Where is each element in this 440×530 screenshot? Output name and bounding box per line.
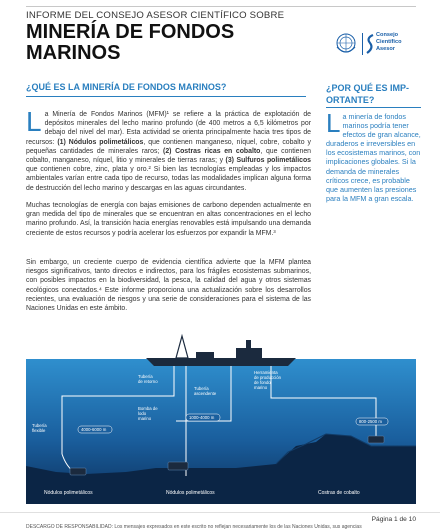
logo-line-3: Asesor [376, 46, 395, 52]
mining-ship [146, 336, 296, 366]
label-tool-1: Herramienta [254, 370, 278, 375]
sidebar-body: a minería de fondos marinos podría tener efectos de gran alcance, duraderos e irreversibles en los ecosistemas marinos, con implicaciones globales. Si la demanda de minerales críticos crece, es probable que aumenten las presiones para la MFM a gran escala. [326, 112, 421, 203]
sidebar-drop-cap: L [326, 108, 341, 138]
disclaimer: DESCARGO DE RESPONSABILIDAD: Los mensajes expresados en este escrito no reflejan necesariamente los de las Naciones Unidas, sus agencias [26, 524, 362, 530]
logo-line-2: Científico [376, 39, 402, 45]
sidebar-text [326, 108, 421, 203]
main-heading-rule [26, 96, 306, 97]
label-tool-3: de fondo [254, 380, 271, 385]
resource-3: (3) Sulfuros polimetálicos [225, 157, 312, 165]
collector-1 [70, 468, 86, 475]
label-return-pipe-1: Tubería [138, 374, 153, 379]
label-flexible-2: flexible [32, 428, 46, 433]
label-riser-2: ascendente [194, 391, 217, 396]
main-heading: ¿QUÉ ES LA MINERÍA DE FONDOS MARINOS? [26, 82, 227, 92]
sidebar-heading-line-1: ¿POR QUÉ ES IMP- [326, 83, 410, 93]
title-line-2: MARINOS [26, 42, 121, 64]
depth-label-1: 1000-4000 m [189, 415, 215, 420]
page-title [26, 22, 316, 64]
depth-label-3: 800-2500 m [359, 419, 382, 424]
resource-1: (1) Nódulos polimetálicos [57, 138, 144, 146]
label-return-pipe-2: de retorno [138, 379, 158, 384]
intro-text-e: que contienen cobre, zinc, plata y oro.² Si bien las tecnologías empleadas y los impactos ambientales varían entre cada tipo de recurso, todas las modalidades implican alguna forma de destrucción del lecho marino y descargas en las aguas circundantes. [26, 166, 311, 192]
logo-divider [362, 33, 363, 55]
sidebar-heading-rule [326, 107, 421, 108]
label-riser-1: Tubería [194, 386, 209, 391]
page-number: Página 1 de 10 [371, 516, 416, 523]
drop-cap: L [26, 106, 42, 137]
label-tool-4: marino [254, 385, 268, 390]
collector-2 [168, 462, 188, 470]
top-rule [26, 6, 416, 7]
logo-line-1: Consejo [376, 32, 399, 38]
logo-text [376, 32, 401, 53]
energy-paragraph: Muchas tecnologías de energía con bajas emisiones de carbono dependen actualmente en gran medida del tipo de minerales que se encuentran en altas concentraciones en el lecho marino profundo. Así, la transición hacia energías renovables está impulsando una demanda creciente de estos recursos y podría acelerar los esfuerzos por expandir la MFM.³ [26, 202, 311, 237]
intro-text-a: a Minería de Fondos Marinos (MFM)¹ se refiere a la práctica de explotación de depósitos minerales del lecho marino profundo (de 400 metros a 6,5 kilómetros por debajo del nivel del mar). Esta actividad se orienta principalmente hacia tres tipos de recursos: [26, 111, 311, 146]
footer-rule [0, 512, 440, 513]
sidebar-heading [326, 82, 421, 106]
resource-2: (2) Costras ricas en cobalto [163, 147, 261, 155]
label-flexible-1: Tubería [32, 423, 47, 428]
title-line-1: MINERÍA DE FONDOS [26, 21, 235, 43]
label-tool-2: de producción [254, 375, 281, 380]
caption-cobalt-crusts: Costras de cobalto [318, 490, 360, 496]
council-mark-icon [365, 33, 375, 55]
label-pump-1: Bomba de [138, 406, 158, 411]
intro-text-d: , que contienen cobalto, manganeso, níquel, litio y minerales de tierras raras; y [26, 147, 312, 165]
label-pump-3: marino [138, 416, 152, 421]
intro-paragraph [26, 106, 312, 193]
risk-paragraph: Sin embargo, un creciente cuerpo de evidencia científica advierte que la MFM plantea riesgos significativos, tanto directos e indirectos, para los frágiles ecosistemas submarinos, con posibles impactos en la biodiversidad, la pesca, la calidad del agua y otros sistemas ecológicos conectados.⁴ Este informe proporciona una actualización sobre los desarrollos recientes, una evaluación de riesgos y una serie de consideraciones para el sistema de las Naciones Unidas en este ámbito. [26, 259, 311, 313]
collector-3 [368, 436, 384, 443]
depth-label-2: 4000-6000 m [81, 427, 107, 432]
label-pump-2: lodo [138, 411, 147, 416]
intro-text-c: , que contienen manganeso, níquel, cobre, cobalto y pequeñas cantidades de minerales raros; [26, 138, 311, 155]
council-logo [333, 31, 423, 57]
sidebar-heading-line-2: ORTANTE? [326, 95, 375, 105]
mining-diagram [26, 326, 416, 504]
caption-nodules-1: Nódulos polimetálicos [44, 490, 93, 496]
un-emblem-icon [333, 31, 359, 57]
caption-nodules-2: Nódulos polimetálicos [166, 490, 215, 496]
report-kicker: INFORME DEL CONSEJO ASESOR CIENTÍFICO SOBRE [26, 10, 285, 21]
